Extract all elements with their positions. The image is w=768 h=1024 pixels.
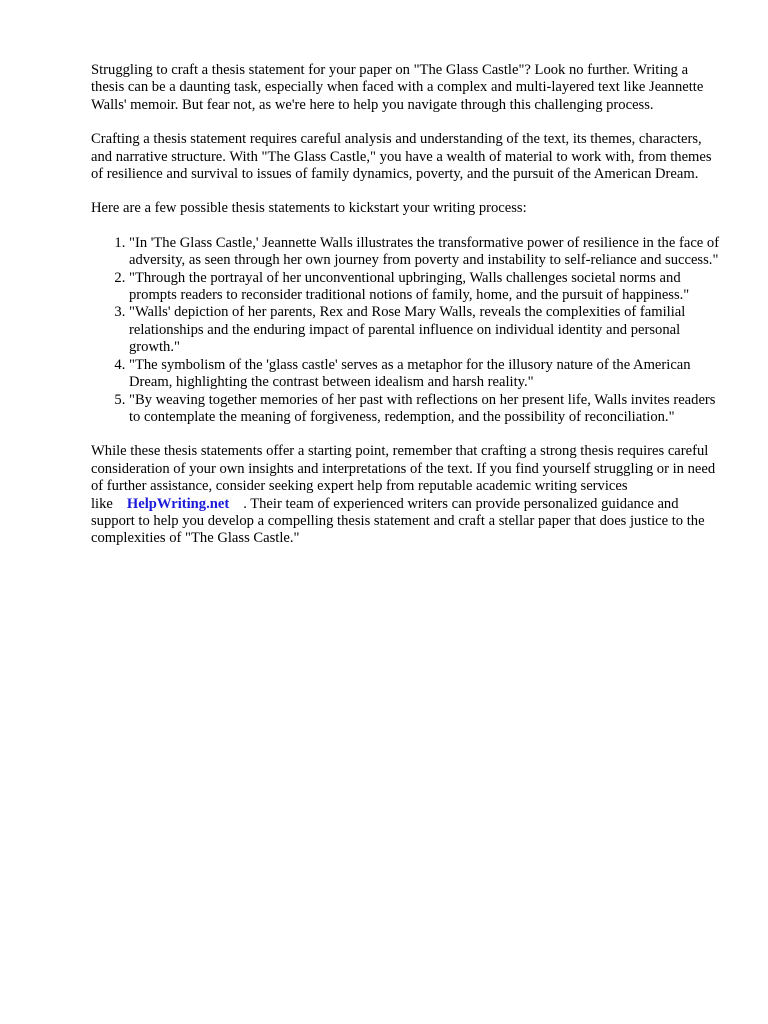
crafting-paragraph: Crafting a thesis statement requires careful analysis and understanding of the text, its themes, characters, and narrative structure. With "The Glass Castle," you have a wealth of material to work with, from themes of resilience and survival to issues of family dynamics, poverty, and the pursuit of the American Dream.	[91, 131, 712, 183]
thesis-item-5: 5. "By weaving together memories of her past with reflections on her present life, Walls invites readers to contemplate the meaning of forgiveness, redemption, and the possibility of reconciliation."	[129, 392, 721, 427]
closing-text-before: While these thesis statements offer a starting point, remember that crafting a strong thesis requires careful consideration of your own insights and interpretations of the text. If you find yourself struggling or in need of further assistance, consider seeking expert help from reputable academic writing services like	[91, 443, 716, 512]
closing-text-after: . Their team of experienced writers can provide personalized guidance and support to help you develop a compelling thesis statement and craft a stellar paper that does justice to the complexities of "The Glass Castle."	[91, 495, 705, 547]
thesis-item-4: 4. "The symbolism of the 'glass castle' serves as a metaphor for the illusory nature of the American Dream, highlighting the contrast between idealism and harsh reality."	[129, 357, 721, 392]
intro-paragraph: Struggling to craft a thesis statement for your paper on "The Glass Castle"? Look no further. Writing a thesis can be a daunting task, especially when faced with a complex and multi-layered text like Jeannette Walls' memoir. But fear not, as we're here to help you navigate through this challenging process.	[91, 62, 704, 113]
document-body	[91, 62, 721, 565]
helpwriting-link[interactable]: HelpWriting.net	[126, 495, 230, 512]
thesis-item-1: 1. "In 'The Glass Castle,' Jeannette Walls illustrates the transformative power of resilience in the face of adversity, as seen through her own journey from poverty and instability to self-reliance and success."	[129, 235, 721, 270]
list-intro-paragraph: Here are a few possible thesis statements to kickstart your writing process:	[91, 200, 527, 217]
thesis-list	[91, 235, 721, 426]
closing-paragraph	[91, 443, 721, 547]
thesis-item-3: 3. "Walls' depiction of her parents, Rex and Rose Mary Walls, reveals the complexities of familial relationships and the enduring impact of parental influence on individual identity and personal growth."	[129, 304, 721, 356]
thesis-item-2: 2. "Through the portrayal of her unconventional upbringing, Walls challenges societal norms and prompts readers to reconsider traditional notions of family, home, and the pursuit of happiness."	[129, 270, 721, 305]
